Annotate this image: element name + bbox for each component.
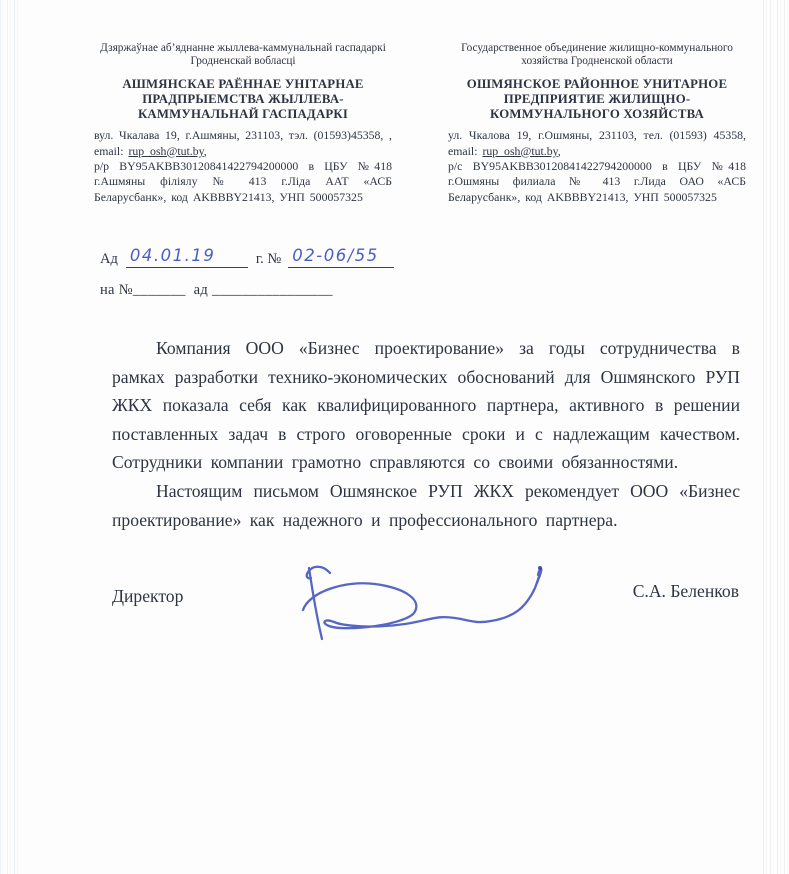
handwritten-date: 04.01.19: [129, 246, 216, 265]
body-paragraph-1: Компания ООО «Бизнес проектирование» за годы сотрудничества в рамках разработки технико-экономических обоснований для Ошмянского РУП ЖКХ показала себя как квалифицированного партнера, активного в решении поставленных задач в строго оговоренные сроки и с надлежащим качеством. Сотрудники компании грамотно справляются со своими обязанностями.: [112, 338, 740, 473]
letter-body: [112, 334, 740, 534]
company-address-left: [94, 128, 392, 159]
pen-signature-icon: [283, 552, 573, 652]
reply-number-blank: _______: [132, 282, 186, 298]
date-field: [126, 246, 248, 268]
handwritten-number: 02-06/55: [292, 246, 379, 265]
reply-number-label: на №: [100, 282, 133, 298]
body-paragraph-2: Настоящим письмом Ошмянское РУП ЖКХ рекомендует ООО «Бизнес проектирование» как надежного и профессионального партнера.: [112, 480, 740, 530]
company-name-right: ОШМЯНСКОЕ РАЙОННОЕ УНИТАРНОЕ ПРЕДПРИЯТИЕ ЖИЛИЩНО-КОММУНАЛЬНОГО ХОЗЯЙСТВА: [466, 77, 728, 121]
parent-organization-right: Государственное объединение жилищно-коммунального хозяйства Гродненской области: [461, 42, 733, 68]
email-link-left: rup_osh@tut.by: [128, 143, 204, 158]
address-text-right-tail: ,: [557, 143, 561, 158]
outgoing-date-line: [100, 246, 394, 268]
scan-noise-right: [763, 0, 789, 874]
signer-name: С.А. Беленков: [632, 581, 739, 601]
letterhead-left-column: [94, 42, 392, 205]
bank-details-left: р/р BY95AKBB30120841422794200000 в ЦБУ №418 г.Ашмяны філіялу № 413 г.Ліда ААТ «АСБ Беларусбанк», код AKBBBY21413, УНП 500057325: [94, 159, 392, 204]
address-text-left: вул. Чкалава 19, г.Ашмяны, 231103, тэл. (01593)45358, , email:: [94, 128, 392, 158]
letterhead-right-column: [448, 42, 746, 205]
reply-from-label: ад: [193, 282, 209, 298]
signer-title: Директор: [112, 586, 184, 606]
address-text-right: ул. Чкалова 19, г.Ошмяны, 231103, тел. (01593) 45358, email:: [448, 128, 746, 158]
email-link-right: rup_osh@tut.by: [482, 143, 558, 158]
company-address-right: [448, 128, 746, 159]
address-text-left-tail: ,: [203, 143, 207, 158]
company-name-left: АШМЯНСКАЕ РАЁННАЕ УНІТАРНАЕ ПРАДПРЫЕМСТВА ЖЫЛЛЕВА-КАММУНАЛЬНАЙ ГАСПАДАРКІ: [122, 77, 364, 121]
from-label: Ад: [100, 251, 118, 267]
number-label: г. №: [255, 251, 282, 267]
parent-organization-left: Дзяржаўнае аб’яднанне жыллева-каммунальнай гаспадаркі Гродненскай вобласці: [100, 42, 386, 68]
scan-noise-left: [0, 0, 20, 874]
reply-reference-line: [100, 282, 394, 299]
bank-details-right: р/с BY95AKBB30120841422794200000 в ЦБУ №418 г.Ошмяны филиала № 413 г.Лида ОАО «АСБ Беларусбанк», код AKBBBY21413, УНП 500057325: [448, 159, 746, 204]
reply-from-blank: ________________: [212, 282, 333, 298]
reference-block: [100, 246, 394, 299]
number-field: [288, 246, 394, 268]
